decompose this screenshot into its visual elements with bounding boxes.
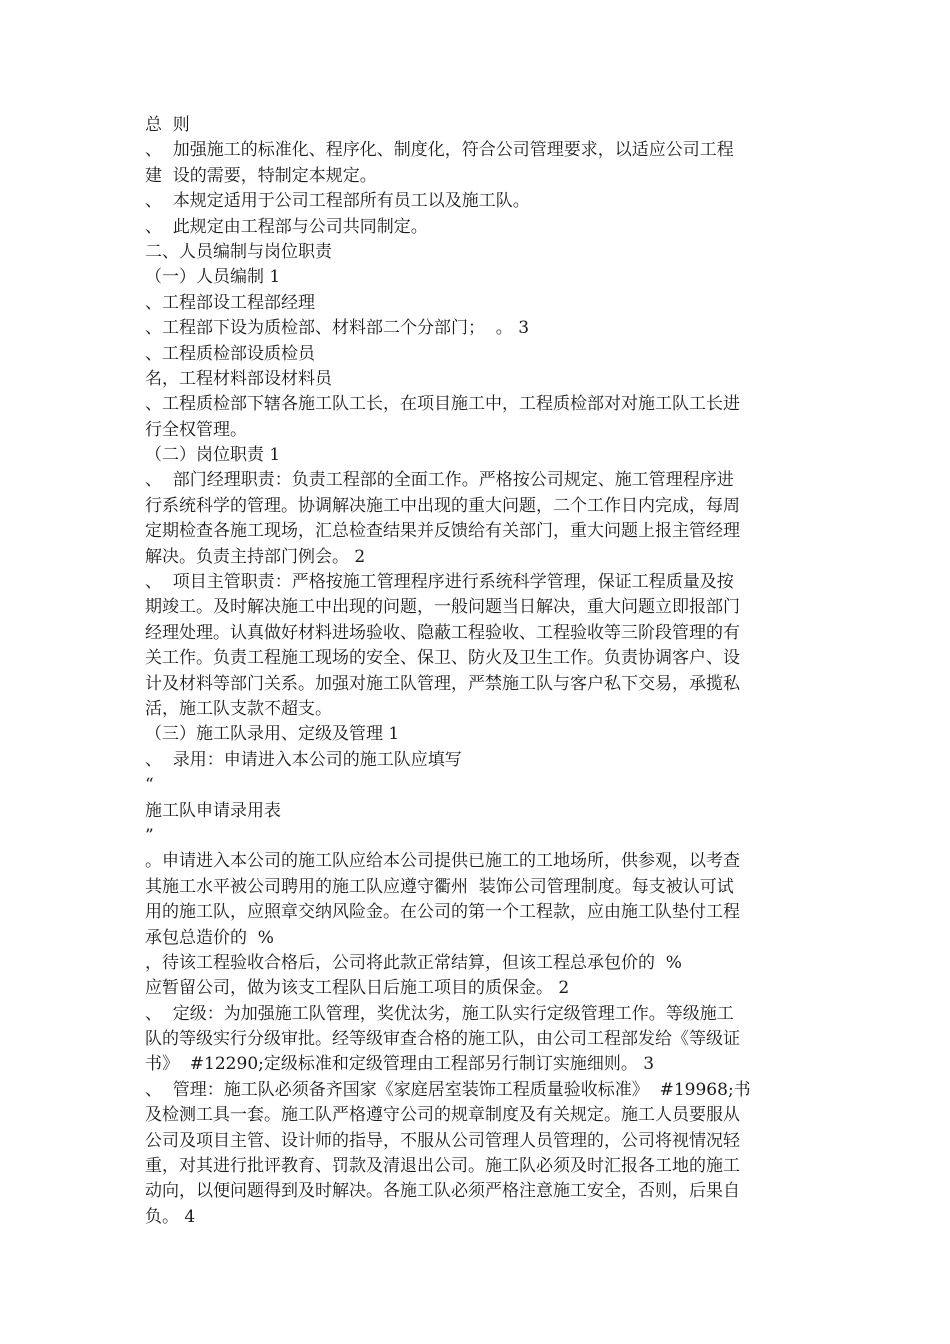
- doc-line: 、 定级：为加强施工队管理，奖优汰劣，施工队实行定级管理工作。等级施工: [145, 1003, 734, 1024]
- doc-line: 、 本规定适用于公司工程部所有员工以及施工队。: [145, 191, 530, 212]
- doc-line: 队的等级实行分级审批。经等级审查合格的施工队，由公司工程部发给《等级证: [145, 1029, 740, 1050]
- doc-line: 动向，以便问题得到及时解决。各施工队必须严格注意施工安全，否则，后果自: [145, 1181, 740, 1202]
- doc-line: 承包总造价的 %: [145, 927, 274, 948]
- doc-line: （二）岗位职责 1: [145, 445, 281, 466]
- doc-line: 书》 #12290;定级标准和定级管理由工程部另行制订实施细则。 3: [145, 1054, 655, 1075]
- document-body: [145, 113, 815, 1230]
- doc-line: 、 管理：施工队必须备齐国家《家庭居室装饰工程质量验收标准》 #19968;书: [145, 1079, 751, 1100]
- doc-line: ，待该工程验收合格后，公司将此款正常结算，但该工程总承包价的 %: [145, 952, 682, 973]
- doc-line: 、 此规定由工程部与公司共同制定。: [145, 216, 428, 237]
- doc-line: “: [145, 775, 154, 796]
- doc-line: 关工作。负责工程施工现场的安全、保卫、防火及卫生工作。负责协调客户、设: [145, 648, 740, 669]
- doc-line: 、工程部下设为质检部、材料部二个分部门； 。 3: [145, 318, 530, 339]
- doc-line: 、工程质检部设质检员: [145, 343, 315, 364]
- doc-line: 解决。负责主持部门例会。 2: [145, 546, 366, 567]
- doc-line: 公司及项目主管、设计师的指导，不服从公司管理人员管理的，公司将视情况轻: [145, 1130, 740, 1151]
- doc-line: 活，施工队支款不超支。: [145, 698, 332, 719]
- doc-line: 二、人员编制与岗位职责: [145, 241, 332, 262]
- doc-line: 。申请进入本公司的施工队应给本公司提供已施工的工地场所，供参观，以考查: [145, 851, 740, 872]
- doc-line: 重，对其进行批评教育、罚款及清退出公司。施工队必须及时汇报各工地的施工: [145, 1156, 740, 1177]
- doc-line: 行全权管理。: [145, 419, 247, 440]
- doc-line: 定期检查各施工现场，汇总检查结果并反馈给有关部门，重大问题上报主管经理: [145, 521, 740, 542]
- doc-line: 应暂留公司，做为该支工程队日后施工项目的质保金。 2: [145, 978, 570, 999]
- doc-line: 名，工程材料部设材料员: [145, 368, 332, 389]
- doc-line: （一）人员编制 1: [145, 267, 281, 288]
- doc-line: 及检测工具一套。施工队严格遵守公司的规章制度及有关规定。施工人员要服从: [145, 1105, 740, 1126]
- doc-line: 、 项目主管职责：严格按施工管理程序进行系统科学管理，保证工程质量及按: [145, 572, 734, 593]
- doc-line: 、工程部设工程部经理: [145, 292, 315, 313]
- doc-line: 行系统科学的管理。协调解决施工中出现的重大问题，二个工作日内完成，每周: [145, 495, 740, 516]
- doc-line: 计及材料等部门关系。加强对施工队管理，严禁施工队与客户私下交易，承揽私: [145, 673, 740, 694]
- doc-line: 用的施工队，应照章交纳风险金。在公司的第一个工程款，应由施工队垫付工程: [145, 902, 740, 923]
- doc-line: ”: [145, 825, 154, 846]
- doc-line: 建 设的需要，特制定本规定。: [145, 165, 377, 186]
- doc-line: 、 录用：申请进入本公司的施工队应填写: [145, 749, 462, 770]
- doc-line: 、 加强施工的标准化、程序化、制度化，符合公司管理要求，以适应公司工程: [145, 140, 734, 161]
- doc-line: 期竣工。及时解决施工中出现的问题，一般问题当日解决，重大问题立即报部门: [145, 597, 740, 618]
- doc-line: 其施工水平被公司聘用的施工队应遵守衢州 装饰公司管理制度。每支被认可试: [145, 876, 734, 897]
- doc-line: （三）施工队录用、定级及管理 1: [145, 724, 400, 745]
- doc-line: 施工队申请录用表: [145, 800, 281, 821]
- doc-line: 、 部门经理职责：负责工程部的全面工作。严格按公司规定、施工管理程序进: [145, 470, 734, 491]
- doc-line: 经理处理。认真做好材料进场验收、隐蔽工程验收、工程验收等三阶段管理的有: [145, 622, 740, 643]
- doc-line: 负。 4: [145, 1206, 196, 1227]
- doc-line: 总 则: [145, 115, 190, 135]
- doc-line: 、工程质检部下辖各施工队工长，在项目施工中，工程质检部对对施工队工长进: [145, 394, 740, 415]
